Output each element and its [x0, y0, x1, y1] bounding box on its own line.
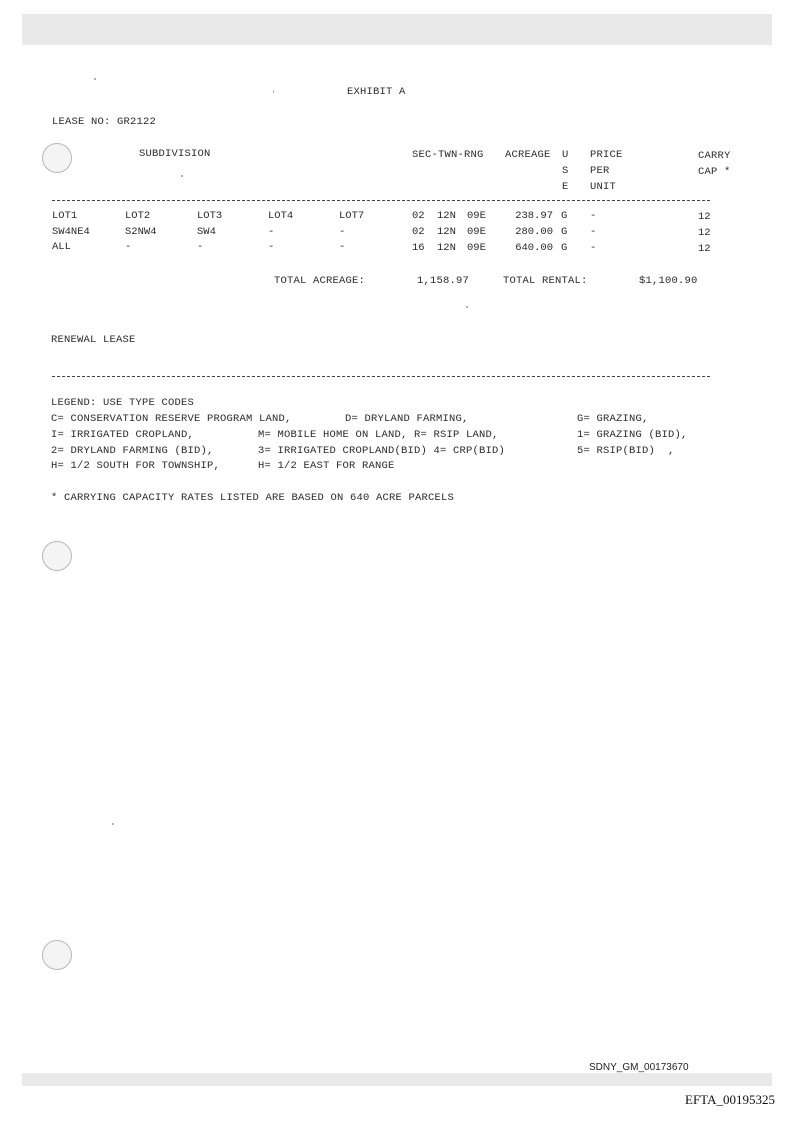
scan-bottom-band	[22, 1073, 772, 1086]
header-carry-2: CAP *	[698, 166, 731, 178]
use-cell: G	[561, 210, 568, 222]
header-sec-twn-rng: SEC-TWN-RNG	[412, 149, 484, 161]
acreage-cell: 640.00	[515, 242, 553, 254]
legend-line: G= GRAZING,	[577, 413, 649, 425]
carry-cap-cell: 12	[698, 227, 711, 239]
use-cell: G	[561, 226, 568, 238]
acreage-cell: 280.00	[515, 226, 553, 238]
legend-line: M= MOBILE HOME ON LAND, R= RSIP LAND,	[258, 429, 499, 441]
subdivision-cell: -	[125, 241, 132, 253]
header-carry-1: CARRY	[698, 150, 731, 162]
subdivision-cell: LOT3	[197, 210, 223, 222]
carry-cap-cell: 12	[698, 211, 711, 223]
legend-line: I= IRRIGATED CROPLAND,	[51, 429, 195, 441]
header-use-1: U	[562, 149, 569, 161]
punch-hole	[42, 940, 72, 970]
range-cell: 09E	[467, 210, 486, 222]
punch-hole	[42, 541, 72, 571]
township-cell: 12N	[437, 242, 456, 254]
subdivision-cell: -	[339, 241, 346, 253]
subdivision-cell: LOT7	[339, 210, 365, 222]
price-cell: -	[590, 210, 597, 222]
legend-line: 1= GRAZING (BID),	[577, 429, 688, 441]
scan-speck	[112, 823, 114, 825]
carry-cap-cell: 12	[698, 243, 711, 255]
renewal-lease-label: RENEWAL LEASE	[51, 334, 136, 346]
header-acreage: ACREAGE	[505, 149, 551, 161]
total-rental-value: $1,100.90	[639, 275, 698, 287]
township-cell: 12N	[437, 210, 456, 222]
efta-number: EFTA_00195325	[685, 1092, 775, 1107]
header-use-3: E	[562, 181, 569, 193]
legend-line: H= 1/2 SOUTH FOR TOWNSHIP,	[51, 460, 221, 472]
scan-speck	[466, 306, 468, 308]
subdivision-cell: S2NW4	[125, 226, 157, 238]
township-cell: 12N	[437, 226, 456, 238]
range-cell: 09E	[467, 242, 486, 254]
subdivision-cell: ALL	[52, 241, 71, 253]
subdivision-cell: -	[339, 226, 346, 238]
header-price-1: PRICE	[590, 149, 623, 161]
scan-top-band	[22, 14, 772, 45]
legend-heading: LEGEND: USE TYPE CODES	[51, 397, 195, 409]
acreage-cell: 238.97	[515, 210, 553, 222]
section-cell: 02	[412, 226, 425, 238]
carrying-capacity-footnote: * CARRYING CAPACITY RATES LISTED ARE BASED ON 640 ACRE PARCELS	[51, 492, 455, 504]
subdivision-cell: -	[268, 241, 275, 253]
legend-line: 5= RSIP(BID) ,	[577, 445, 675, 457]
section-cell: 02	[412, 210, 425, 222]
punch-hole	[42, 143, 72, 173]
section-divider	[52, 376, 710, 377]
total-acreage-label: TOTAL ACREAGE:	[274, 275, 366, 287]
total-acreage-value: 1,158.97	[417, 275, 470, 287]
section-cell: 16	[412, 242, 425, 254]
price-cell: -	[590, 242, 597, 254]
legend-line: H= 1/2 EAST FOR RANGE	[258, 460, 395, 472]
price-cell: -	[590, 226, 597, 238]
exhibit-title: EXHIBIT A	[347, 86, 406, 98]
lease-number: LEASE NO: GR2122	[52, 116, 157, 128]
header-price-2: PER	[590, 165, 610, 177]
subdivision-cell: LOT2	[125, 210, 151, 222]
subdivision-cell: SW4NE4	[52, 226, 90, 238]
header-use-2: S	[562, 165, 569, 177]
total-rental-label: TOTAL RENTAL:	[503, 275, 588, 287]
scan-speck	[273, 90, 274, 93]
subdivision-cell: -	[197, 241, 204, 253]
use-cell: G	[561, 242, 568, 254]
subdivision-cell: SW4	[197, 226, 216, 238]
legend-line: D= DRYLAND FARMING,	[345, 413, 469, 425]
scan-speck	[181, 175, 183, 177]
header-subdivision: SUBDIVISION	[139, 148, 211, 160]
subdivision-cell: -	[268, 226, 275, 238]
range-cell: 09E	[467, 226, 486, 238]
header-divider	[52, 200, 710, 201]
legend-line: C= CONSERVATION RESERVE PROGRAM LAND,	[51, 413, 292, 425]
legend-line: 2= DRYLAND FARMING (BID),	[51, 445, 214, 457]
bates-number: SDNY_GM_00173670	[589, 1062, 689, 1073]
scan-speck	[94, 78, 96, 80]
subdivision-cell: LOT4	[268, 210, 294, 222]
subdivision-cell: LOT1	[52, 210, 78, 222]
header-price-3: UNIT	[590, 181, 617, 193]
legend-line: 3= IRRIGATED CROPLAND(BID) 4= CRP(BID)	[258, 445, 506, 457]
